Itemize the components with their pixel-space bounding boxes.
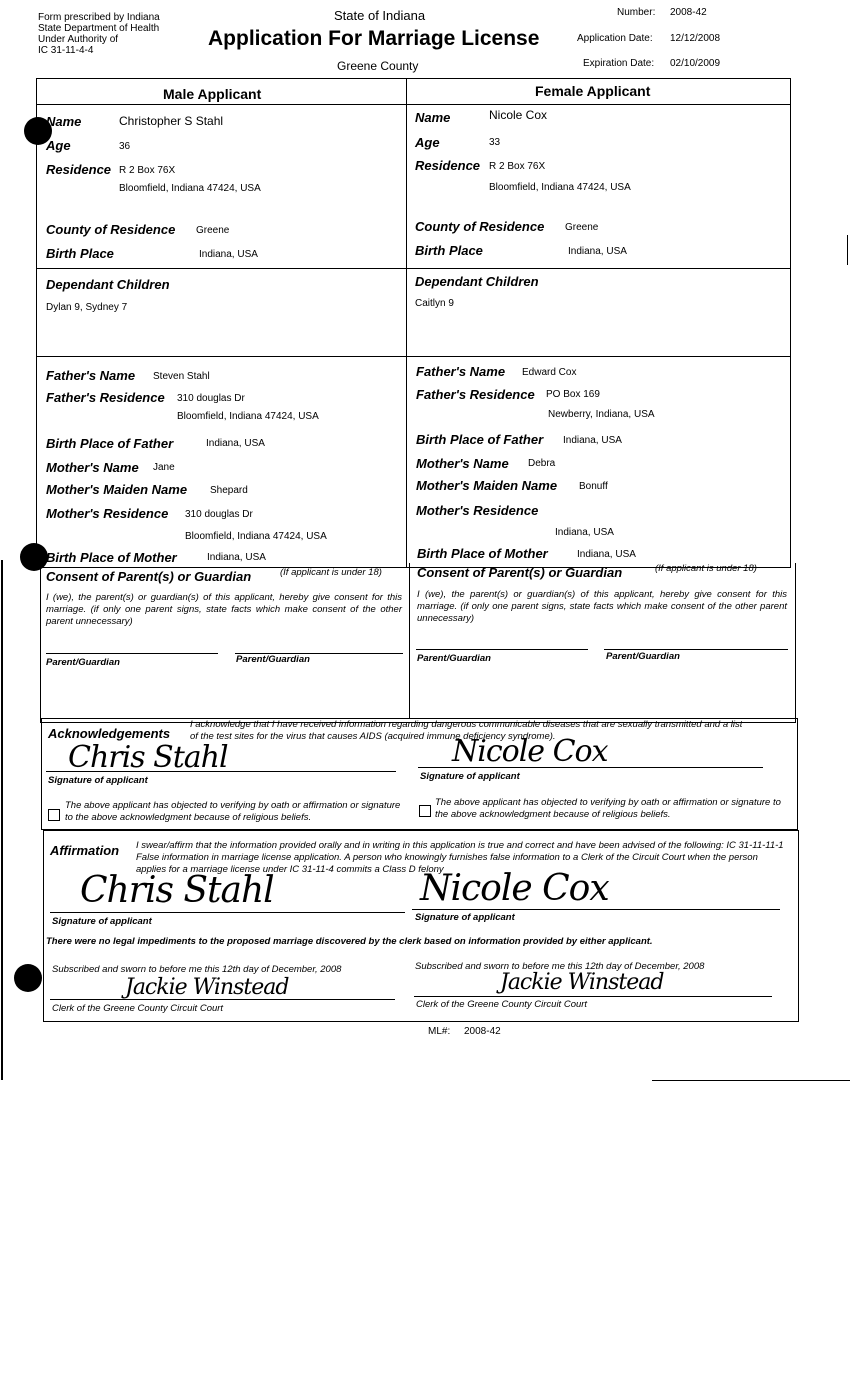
female-parent-guardian-1: Parent/Guardian <box>417 653 491 664</box>
male-ack-sig-line <box>46 771 396 772</box>
female-consent-text: I (we), the parent(s) or guardian(s) of this applicant, hereby give consent for this marriage. (if only one parent signs, state facts which make consent of the other parent unnecessary) <box>417 589 787 624</box>
female-father-residence-label: Father's Residence <box>416 387 535 402</box>
female-consent-note: (If applicant is under 18) <box>655 563 757 574</box>
male-aff-sig-label: Signature of applicant <box>52 916 152 927</box>
female-birth-place-label: Birth Place <box>415 243 483 258</box>
female-aff-sig-label: Signature of applicant <box>415 912 515 923</box>
male-county-label: County of Residence <box>46 222 176 237</box>
male-residence-line2: Bloomfield, Indiana 47424, USA <box>119 183 261 194</box>
male-mother-birth-place-label: Birth Place of Mother <box>46 550 177 565</box>
county-name: Greene County <box>337 59 419 73</box>
female-father-birth-place-label: Birth Place of Father <box>416 432 544 447</box>
female-mother-name-label: Mother's Name <box>416 456 509 471</box>
male-children: Dylan 9, Sydney 7 <box>46 302 128 313</box>
acknowledgements-text: I acknowledge that I have received information regarding dangerous communicable diseases that are sexually transmitted and a list of the test sites for the virus that causes AIDS (acquired immune deficiency syndrome). <box>190 719 743 742</box>
male-mother-residence-line2: Bloomfield, Indiana 47424, USA <box>185 531 327 542</box>
male-consent-note: (If applicant is under 18) <box>280 567 382 578</box>
male-father-residence-line1: 310 douglas Dr <box>177 393 245 404</box>
table-line-parents <box>36 356 791 357</box>
female-aff-signature: Nicole Cox <box>420 868 609 909</box>
male-parent-guardian-1: Parent/Guardian <box>46 657 120 668</box>
male-applicant-header: Male Applicant <box>163 86 262 102</box>
female-name-label: Name <box>415 110 451 125</box>
male-age: 36 <box>119 141 131 152</box>
female-father-residence-line1: PO Box 169 <box>546 389 600 400</box>
male-sworn-statement: Subscribed and sworn to before me this 12th day of December, 2008 <box>52 964 342 975</box>
male-father-name-label: Father's Name <box>46 368 136 383</box>
male-residence-label: Residence <box>46 162 112 177</box>
female-children-label: Dependant Children <box>415 274 539 289</box>
male-clerk-line <box>50 999 395 1000</box>
male-mother-name: Jane <box>153 462 175 473</box>
male-aff-sig-line <box>50 912 405 913</box>
female-residence-line1: R 2 Box 76X <box>489 161 546 172</box>
female-county: Greene <box>565 222 599 233</box>
female-sworn-statement: Subscribed and sworn to before me this 12th day of December, 2008 <box>415 961 705 972</box>
male-residence-line1: R 2 Box 76X <box>119 165 176 176</box>
table-header-line <box>36 104 791 105</box>
male-name: Christopher S Stahl <box>119 114 224 128</box>
male-mother-birth-place: Indiana, USA <box>207 552 266 563</box>
male-parent-line-1 <box>46 653 218 654</box>
female-ack-sig-line <box>418 767 763 768</box>
clerk-signature-right: Jackie Winstead <box>500 970 664 995</box>
female-aff-sig-line <box>412 909 780 910</box>
page-bottom-edge <box>652 1080 850 1081</box>
male-mother-maiden-name: Shepard <box>210 485 248 496</box>
male-objection-checkbox[interactable] <box>48 809 60 821</box>
female-father-name-label: Father's Name <box>416 364 506 379</box>
page-right-edge <box>847 235 848 265</box>
female-name: Nicole Cox <box>489 108 548 122</box>
male-father-residence-line2: Bloomfield, Indiana 47424, USA <box>177 411 319 422</box>
no-impediments-statement: There were no legal impediments to the proposed marriage discovered by the clerk based on information provided by either applicant. <box>46 936 653 947</box>
consent-section <box>40 563 796 723</box>
male-consent-text: I (we), the parent(s) or guardian(s) of this applicant, hereby give consent for this marriage. (if only one parent signs, state facts which make consent of the other parent unnecessary) <box>46 592 402 627</box>
male-mother-name-label: Mother's Name <box>46 460 139 475</box>
female-residence-line2: Bloomfield, Indiana 47424, USA <box>489 182 631 193</box>
expiration-date-label: Expiration Date: <box>583 58 655 69</box>
male-father-name: Steven Stahl <box>153 371 210 382</box>
page-title: Application For Marriage License <box>208 27 540 50</box>
male-clerk-label: Clerk of the Greene County Circuit Court <box>52 1003 224 1014</box>
female-mother-birth-place: Indiana, USA <box>577 549 636 560</box>
female-clerk-line <box>414 996 772 997</box>
male-mother-residence-label: Mother's Residence <box>46 506 169 521</box>
male-aff-signature: Chris Stahl <box>80 870 274 911</box>
punch-hole-bottom <box>14 964 42 992</box>
acknowledgements-heading: Acknowledgements <box>48 726 171 741</box>
female-age: 33 <box>489 137 501 148</box>
male-parent-guardian-2: Parent/Guardian <box>236 654 310 665</box>
female-ack-sig-label: Signature of applicant <box>420 771 520 782</box>
female-father-name: Edward Cox <box>522 367 577 378</box>
male-father-residence-label: Father's Residence <box>46 390 165 405</box>
female-children: Caitlyn 9 <box>415 298 454 309</box>
female-county-label: County of Residence <box>415 219 545 234</box>
table-line-children <box>36 268 791 269</box>
female-mother-birth-place-label: Birth Place of Mother <box>417 546 548 561</box>
female-parent-line-2 <box>604 649 788 650</box>
table-divider <box>406 78 407 568</box>
female-objection-text: The above applicant has objected to verifying by oath or affirmation or signature to the above acknowledgment because of religious beliefs. <box>435 797 781 820</box>
male-birth-place: Indiana, USA <box>199 249 258 260</box>
female-age-label: Age <box>415 135 440 150</box>
female-parent-guardian-2: Parent/Guardian <box>606 651 680 662</box>
male-children-label: Dependant Children <box>46 277 170 292</box>
male-birth-place-label: Birth Place <box>46 246 114 261</box>
male-age-label: Age <box>46 138 71 153</box>
female-residence-label: Residence <box>415 158 481 173</box>
female-mother-residence-line2: Indiana, USA <box>555 527 614 538</box>
consent-divider <box>409 563 410 718</box>
female-father-residence-line2: Newberry, Indiana, USA <box>548 409 655 420</box>
male-ack-sig-label: Signature of applicant <box>48 775 148 786</box>
male-father-birth-place-label: Birth Place of Father <box>46 436 174 451</box>
female-parent-line-1 <box>416 649 588 650</box>
female-ack-signature: Nicole Cox <box>452 734 608 769</box>
male-ack-signature: Chris Stahl <box>68 740 228 775</box>
female-mother-maiden-label: Mother's Maiden Name <box>416 478 558 493</box>
ml-number-label: ML#: <box>428 1026 451 1037</box>
female-mother-maiden-name: Bonuff <box>579 481 608 492</box>
affirmation-text: I swear/affirm that the information provided orally and in writing in this application is true and correct and have been advised of the following: IC 31-11-11-1 False information in marriage license application. A person who knowingly furnishes false information to a Clerk of the Circuit Court when the person applies for a marriage license under IC 31-11-4 commits a Class D felony <box>136 840 784 875</box>
male-county: Greene <box>196 225 230 236</box>
application-date: 12/12/2008 <box>670 33 721 44</box>
male-consent-heading: Consent of Parent(s) or Guardian <box>46 569 252 584</box>
female-applicant-header: Female Applicant <box>535 83 651 99</box>
female-consent-heading: Consent of Parent(s) or Guardian <box>417 565 623 580</box>
female-birth-place: Indiana, USA <box>568 246 627 257</box>
form-authority: Form prescribed by Indiana State Department of Health Under Authority of IC 31-11-4-4 <box>38 12 160 56</box>
female-father-birth-place: Indiana, USA <box>563 435 622 446</box>
male-name-label: Name <box>46 114 82 129</box>
male-mother-maiden-label: Mother's Maiden Name <box>46 482 188 497</box>
female-mother-name: Debra <box>528 458 556 469</box>
female-mother-residence-label: Mother's Residence <box>416 503 539 518</box>
expiration-date: 02/10/2009 <box>670 58 721 69</box>
female-objection-checkbox[interactable] <box>419 805 431 817</box>
male-father-birth-place: Indiana, USA <box>206 438 265 449</box>
male-mother-residence-line1: 310 douglas Dr <box>185 509 253 520</box>
state-name: State of Indiana <box>334 8 426 23</box>
application-date-label: Application Date: <box>577 33 653 44</box>
female-clerk-label: Clerk of the Greene County Circuit Court <box>416 999 588 1010</box>
male-objection-text: The above applicant has objected to verifying by oath or affirmation or signature to the above acknowledgment because of religious beliefs. <box>65 800 401 823</box>
license-number-label: Number: <box>617 7 656 18</box>
license-number: 2008-42 <box>670 7 707 18</box>
clerk-signature-left: Jackie Winstead <box>125 975 289 1000</box>
ml-number: 2008-42 <box>464 1026 501 1037</box>
page-left-edge <box>1 560 3 1080</box>
affirmation-heading: Affirmation <box>50 843 120 858</box>
